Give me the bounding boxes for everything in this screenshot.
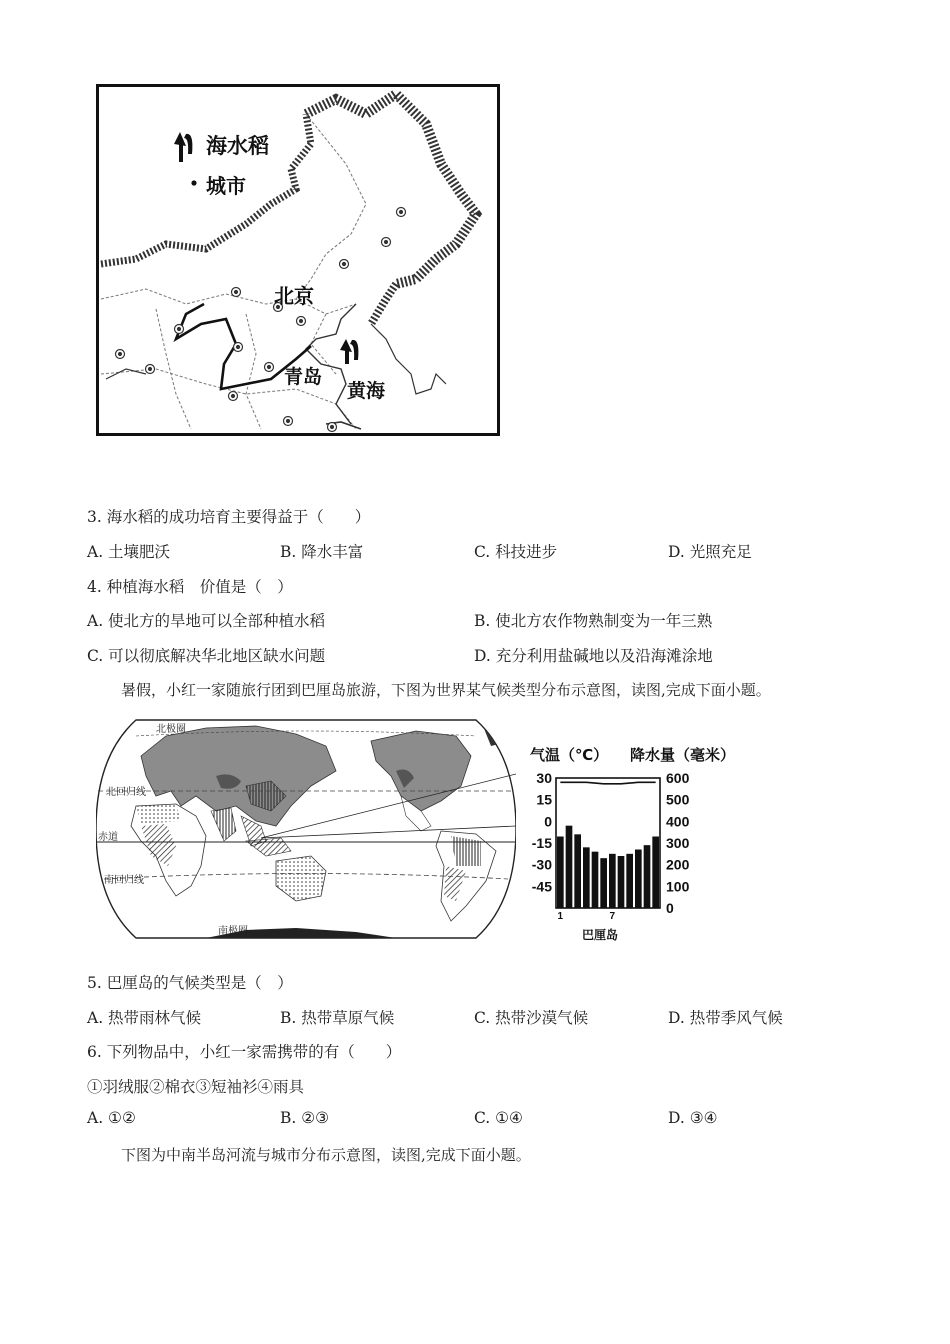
q4-option-a[interactable]: A. 使北方的旱地可以全部种植水稻 bbox=[87, 612, 326, 630]
chart-location-label: 巴厘岛 bbox=[581, 928, 619, 942]
temp-tick-label: -30 bbox=[531, 856, 552, 873]
precip-bar bbox=[583, 847, 590, 908]
month-tick-label: 1 bbox=[557, 911, 564, 922]
equator-label: 赤道 bbox=[98, 832, 118, 843]
q3-option-b[interactable]: B. 降水丰富 bbox=[280, 543, 364, 561]
q6-option-b[interactable]: B. ②③ bbox=[280, 1109, 330, 1127]
world-climate-map bbox=[96, 716, 516, 942]
precip-bar bbox=[609, 854, 616, 908]
precip-bar bbox=[626, 854, 633, 908]
temp-tick-label: 15 bbox=[536, 791, 552, 808]
intro-bali: 暑假，小红一家随旅行团到巴厘岛旅游，下图为世界某气候类型分布示意图，读图,完成下面小题。 bbox=[121, 681, 771, 699]
q4-option-c[interactable]: C. 可以彻底解决华北地区缺水问题 bbox=[87, 647, 326, 665]
q3-option-c[interactable]: C. 科技进步 bbox=[474, 543, 558, 561]
chart-temp-title: 气温（℃） bbox=[530, 746, 609, 764]
q6-option-a[interactable]: A. ①② bbox=[87, 1109, 136, 1127]
precip-tick-label: 0 bbox=[666, 900, 674, 916]
month-tick-label: 7 bbox=[609, 911, 616, 922]
temp-tick-label: -15 bbox=[531, 835, 552, 851]
temp-tick-label: -45 bbox=[531, 878, 552, 895]
q5-option-c[interactable]: C. 热带沙漠气候 bbox=[474, 1009, 589, 1027]
question-5-stem: 5. 巴厘岛的气候类型是（ ） bbox=[87, 974, 293, 992]
q3-option-d[interactable]: D. 光照充足 bbox=[668, 543, 752, 561]
question-6-stem: 6. 下列物品中，小红一家需携带的有（ ） bbox=[87, 1043, 402, 1061]
precip-bar bbox=[592, 852, 599, 908]
beijing-label: 北京 bbox=[274, 284, 314, 308]
precip-bar bbox=[635, 850, 642, 909]
question-4-stem: 4. 种植海水稻 价值是（ ） bbox=[87, 578, 293, 596]
china-map-figure bbox=[96, 84, 500, 436]
precip-bar bbox=[644, 845, 651, 908]
question-3-stem: 3. 海水稻的成功培育主要得益于（ ） bbox=[87, 508, 371, 526]
intro-indochina: 下图为中南半岛河流与城市分布示意图，读图,完成下面小题。 bbox=[121, 1146, 531, 1164]
legend-sea-rice-label: 海水稻 bbox=[206, 134, 269, 158]
temp-tick-label: 0 bbox=[544, 813, 552, 830]
tropic-capricorn-label: 南回归线 bbox=[104, 875, 144, 886]
climate-chart-plot bbox=[528, 768, 728, 944]
q6-option-d[interactable]: D. ③④ bbox=[668, 1109, 718, 1127]
arctic-circle-label: 北极圈 bbox=[156, 724, 186, 735]
city-legend-dot bbox=[191, 180, 196, 185]
temp-tick-label: 30 bbox=[536, 770, 552, 786]
precip-tick-label: 100 bbox=[666, 878, 690, 895]
antarctic-circle-label: 南极圈 bbox=[218, 926, 248, 937]
tropic-cancer-label: 北回归线 bbox=[106, 787, 146, 798]
precip-tick-label: 400 bbox=[666, 813, 690, 830]
precip-tick-label: 500 bbox=[666, 791, 690, 808]
q3-option-a[interactable]: A. 土壤肥沃 bbox=[87, 543, 171, 561]
q4-option-b[interactable]: B. 使北方农作物熟制变为一年三熟 bbox=[474, 612, 713, 630]
bali-climate-chart bbox=[528, 744, 736, 944]
q5-option-d[interactable]: D. 热带季风气候 bbox=[668, 1009, 783, 1027]
precip-bar bbox=[574, 834, 581, 908]
yellow-sea-label: 黄海 bbox=[347, 380, 386, 402]
world-map-drawing bbox=[96, 716, 516, 942]
precip-bar bbox=[652, 837, 659, 909]
precip-bar bbox=[557, 837, 564, 909]
q6-items: ①羽绒服②棉衣③短袖衫④雨具 bbox=[87, 1078, 305, 1096]
legend-city-label: 城市 bbox=[206, 174, 246, 198]
precip-bar bbox=[618, 856, 625, 908]
q4-option-d[interactable]: D. 充分利用盐碱地以及沿海滩涂地 bbox=[474, 647, 713, 665]
precip-tick-label: 600 bbox=[666, 770, 690, 786]
q5-option-b[interactable]: B. 热带草原气候 bbox=[280, 1009, 395, 1027]
precip-bar bbox=[600, 858, 607, 908]
q6-option-c[interactable]: C. ①④ bbox=[474, 1109, 523, 1127]
precip-bar bbox=[566, 826, 573, 908]
chart-precip-title: 降水量（毫米） bbox=[630, 746, 736, 764]
precip-tick-label: 300 bbox=[666, 835, 690, 851]
qingdao-label: 青岛 bbox=[284, 366, 323, 388]
precip-tick-label: 200 bbox=[666, 856, 690, 873]
q5-option-a[interactable]: A. 热带雨林气候 bbox=[87, 1009, 202, 1027]
